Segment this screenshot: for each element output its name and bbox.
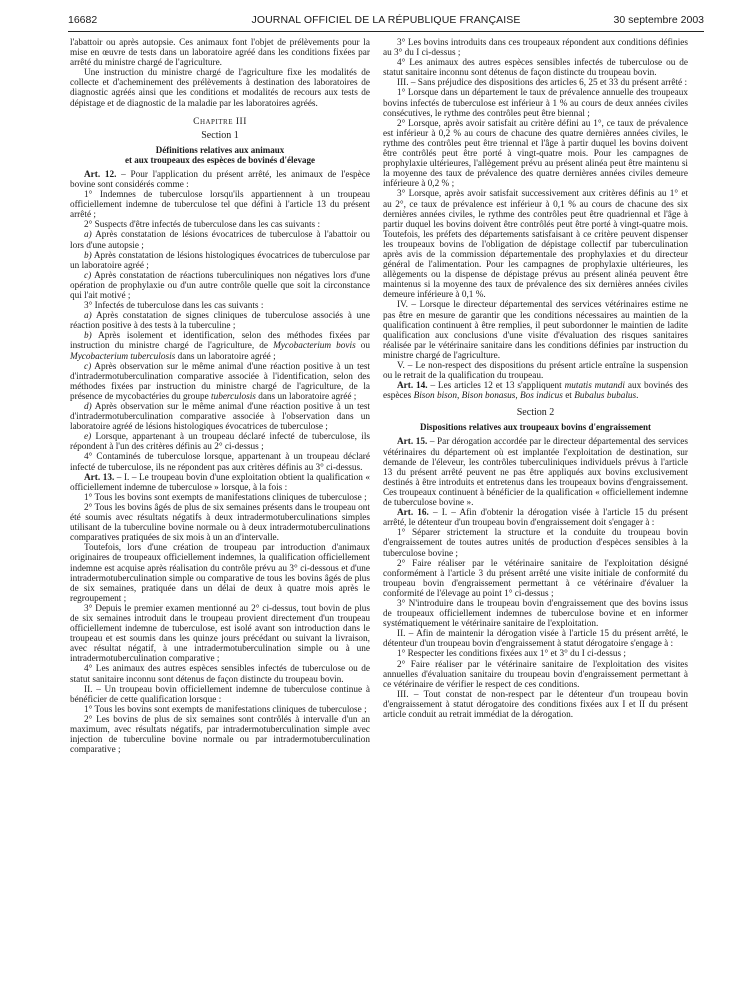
- item-letter: c): [84, 270, 92, 281]
- right-column: [383, 38, 688, 720]
- paragraph: 2° Lorsque, après avoir satisfait au critère défini au 1°, ce taux de prévalence est inférieur à 0,2 % au cours de chacune des quatre dernières années civiles, le rythme des contrôles peut être triennal et l'âge à partir duquel les bovins doivent être contrôlés peut être porté à vingt-quatre mois. Pour les campagnes de prophylaxie ultérieures, l'allègement prévu au présent alinéa peut être maintenu si la moyenne des taux de prévalence des quatre dernières années civiles demeure inférieure à 0,2 % ;: [383, 118, 688, 190]
- item-text: Après constatation de lésions histologiques évocatrices de tuberculose par un laboratoire agréé ;: [70, 250, 370, 271]
- item-text: Après constatation de signes cliniques de tuberculose associés à une réaction positive à des tests à la tuberculine ;: [70, 311, 370, 332]
- article-16: [383, 508, 688, 528]
- heading-line: Dispositions relatives aux troupeaux bovins d'engraissement: [420, 422, 651, 433]
- paragraph: [70, 251, 370, 271]
- paragraph: [70, 311, 370, 331]
- item-text: Après isolement et identification, selon des méthodes fixées par instruction du ministre chargé de l'agriculture, de: [70, 331, 370, 352]
- article-text: et: [562, 391, 575, 402]
- heading-line: et aux troupeaux des espèces de bovinés d'élevage: [124, 154, 316, 165]
- heading-line: Définitions relatives aux animaux: [155, 144, 285, 155]
- paragraph: 2° Faire réaliser par le vétérinaire sanitaire de l'exploitation désigné conformément à l'article 3 du présent arrêté une visite initiale de conformité du troupeau bovin d'engraissement permettant à ce vétérinaire d'évaluer la conformité de l'élevage au point 1° ci-dessus ;: [383, 558, 688, 599]
- header-rule: [68, 31, 704, 32]
- page-header: [68, 14, 704, 30]
- item-text: Après observation sur le même animal d'une réaction positive à un test d'intradermotuberculination comparative associée à l'identification, selon des méthodes fixées par instruction du ministre chargé de l'agriculture, de la présence de mycobactéries du groupe: [70, 361, 370, 402]
- item-text: Après constatation de lésions évocatrices de tuberculose à l'abattoir ou lors d'une autopsie ;: [70, 230, 370, 251]
- paragraph: 2° Suspects d'être infectés de tuberculose dans les cas suivants :: [84, 220, 321, 231]
- paragraph: V. – Le non-respect des dispositions du présent article entraîne la suspension ou le retrait de la qualification du troupeau.: [383, 361, 688, 382]
- species-name: Mycobacterium tuberculosis: [70, 351, 176, 362]
- species-name: Bison bison: [413, 391, 457, 402]
- paragraph: 1° Indemnes de tuberculose lorsqu'ils appartiennent à un troupeau officiellement indemne de tuberculose tel que défini à l'article 13 du présent arrêté ;: [70, 190, 370, 221]
- journal-title: JOURNAL OFFICIEL DE LA RÉPUBLIQUE FRANÇAISE: [251, 14, 521, 26]
- paragraph: 2° Tous les bovins âgés de plus de six semaines présents dans le troupeau ont été soumis avec résultats négatifs à deux intradermotuberculinations simples utilisant de la tuberculine bovine normale ou à deux intradermotuberculinations comparatives pratiquées de six mois à un an d'intervalle.: [70, 502, 370, 544]
- article-text: – I. – Le troupeau bovin d'une exploitation obtient la qualification « officiellement indemne de tuberculose » lorsque, à la fois :: [70, 472, 370, 493]
- paragraph: 1° Tous les bovins sont exempts de manifestations cliniques de tuberculose ;: [84, 492, 367, 503]
- article-text: – Les articles 12 et 13 s'appliquent: [427, 381, 565, 392]
- article-text: – Pour l'application du présent arrêté, les animaux de l'espèce bovine sont considérés comme :: [70, 169, 370, 190]
- item-text: Après observation sur le même animal d'une réaction positive à un test d'intradermotuberculination comparative associée à l'observation dans un laboratoire agréé de lésions histologiques évocatrices de tuberculose ;: [70, 402, 370, 433]
- paragraph: 3° N'introduire dans le troupeau bovin d'engraissement que des bovins issus de troupeaux officiellement indemnes de tuberculose bovine et en informer systématiquement le vétérinaire sanitaire de l'exploitation.: [383, 598, 688, 630]
- paragraph: 1° Lorsque dans un département le taux de prévalence annuelle des troupeaux bovins infectés de tuberculose est inférieur à 1 % au cours de deux années civiles consécutives, le rythme des contrôles peut être biennal ;: [383, 88, 688, 119]
- item-text: Après constatation de réactions tuberculiniques non négatives lors d'une opération de prophylaxie ou d'un autre contrôle quelle que soit la circonstance qui l'ait motivé ;: [70, 270, 370, 301]
- article-13: [70, 473, 370, 493]
- item-text: dans un laboratoire agréé ;: [175, 351, 276, 362]
- paragraph: [70, 331, 370, 361]
- paragraph: 3° Lorsque, après avoir satisfait successivement aux critères définis au 1° et au 2°, ce taux de prévalence est inférieur à 0,1 % au cours de chacune des six dernières années civiles, le rythme des contrôles peut être quadriennal et l'âge à partir duquel les bovins doivent être contrôlés peut être porté à vingt-quatre mois. Toutefois, les préfets des départements satisfaisant à ce critère peuvent dispenser les troupeaux bovins de l'obligation de dépistage collectif par tuberculination après avis de la commission départementale des prophylaxies et du directeur général de l'alimentation. Pour les campagnes de prophylaxie ultérieures, les allègements ou la dispense de dépistage prévus au présent alinéa peuvent être maintenus si la moyenne des taux de prévalence des six dernières années civiles demeure inférieure à 0,1 %.: [383, 189, 688, 301]
- paragraph: Une instruction du ministre chargé de l'agriculture fixe les modalités de collecte et d'acheminement des prélèvements à destination des laboratoires de diagnostic agréés ainsi que les conditions et modalités de recours aux tests de dépistage et de diagnostic de la maladie par les laboratoires agréés.: [70, 68, 370, 109]
- publication-date: 30 septembre 2003: [613, 14, 704, 26]
- species-name: Bison bonasus: [461, 391, 516, 402]
- article-text: .: [636, 391, 639, 402]
- article-text: ,: [515, 391, 520, 402]
- article-14: [383, 381, 688, 401]
- paragraph: [70, 230, 370, 250]
- paragraph: [70, 432, 370, 452]
- paragraph: 4° Contaminés de tuberculose lorsque, appartenant à un troupeau déclaré infecté de tuberculose, ils ne répondent pas aux critères définis au 3° ci-dessus.: [70, 452, 370, 473]
- article-label: Art. 12.: [84, 169, 117, 180]
- paragraph: 4° Les animaux des autres espèces sensibles infectés de tuberculose ou de statut sanitaire inconnu sont détenus de façon distincte du troupeau bovin.: [383, 58, 688, 79]
- item-text: ou: [355, 341, 371, 352]
- item-letter: b): [84, 250, 92, 261]
- chapter-heading: Chapitre III: [193, 116, 247, 127]
- paragraph: IV. – Lorsque le directeur départemental des services vétérinaires estime ne pas être en mesure de garantir que les conditions nécessaires au maintien de la qualification continuent à être remplies, il peut subordonner le maintien de ladite qualification aux conclusions d'une visite d'évaluation des risques sanitaires réalisée par le vétérinaire sanitaire dans les conditions définies par instruction du ministre chargé de l'agriculture.: [383, 300, 688, 361]
- item-letter: a): [84, 230, 92, 241]
- paragraph: II. – Un troupeau bovin officiellement indemne de tuberculose continue à bénéficier de cette qualification lorsque :: [70, 684, 370, 705]
- article-label: Art. 15.: [397, 437, 428, 448]
- article-text: ,: [457, 391, 462, 402]
- item-letter: c): [84, 361, 92, 372]
- paragraph: l'abattoir ou après autopsie. Ces animaux font l'objet de prélèvements pour la mise en œuvre de tests dans un laboratoire agréé dans les conditions fixées par arrêté du ministre chargé de l'agriculture.: [70, 38, 370, 69]
- paragraph: 1° Séparer strictement la structure et la conduite du troupeau bovin d'engraissement de toutes autres unités de production d'espèces sensibles à la tuberculose bovine ;: [383, 528, 688, 559]
- section-heading: Section 1: [201, 129, 239, 141]
- paragraph: 3° Les bovins introduits dans ces troupeaux répondent aux conditions définies au 3° du I ci-dessus ;: [383, 38, 688, 59]
- paragraph: 2° Faire réaliser par le vétérinaire sanitaire de l'exploitation des visites annuelles d'évaluation sanitaire du troupeau bovin d'engraissement permettant à ce vétérinaire de vérifier le respect de ces conditions.: [383, 659, 688, 690]
- item-text: Lorsque, appartenant à un troupeau déclaré infecté de tuberculose, ils répondent à l'un des critères définis au 2° ci-dessus ;: [70, 432, 370, 453]
- item-letter: a): [84, 311, 92, 322]
- paragraph: 1° Respecter les conditions fixées aux 1° et 3° du I ci-dessus ;: [397, 649, 626, 660]
- item-text: dans un laboratoire agréé ;: [255, 391, 357, 402]
- paragraph: III. – Sans préjudice des dispositions des articles 6, 25 et 33 du présent arrêté :: [397, 78, 688, 89]
- article-label: Art. 14.: [397, 381, 428, 392]
- item-letter: d): [84, 402, 92, 412]
- species-name: Bubalus bubalus: [574, 391, 637, 402]
- left-column: [70, 38, 370, 755]
- article-text: – Par dérogation accordée par le directeur départemental des services vétérinaires du département où est implantée l'exploitation de destination, sur demande de l'éleveur, les contrôles tuberculiniques individuels prévus à l'article 13 du présent arrêté peuvent ne pas être appliqués aux bovins exclusivement destinés à être introduits et entretenus dans les troupeaux bovins d'engraissement. Ces troupeaux continuent à bénéficier de la qualification « officiellement indemne de tuberculose bovine ».: [383, 437, 688, 509]
- species-name: Mycobacterium bovis: [273, 341, 356, 352]
- item-letter: e): [84, 432, 92, 443]
- paragraph: 3° Infectés de tuberculose dans les cas suivants :: [84, 301, 264, 312]
- species-name: Bos indicus: [519, 391, 563, 402]
- article-12: [70, 170, 370, 190]
- paragraph: 4° Les animaux des autres espèces sensibles infectés de tuberculose ou de statut sanitaire inconnu sont détenus de façon distincte du troupeau bovin.: [70, 664, 370, 685]
- page-number: 16682: [68, 14, 98, 26]
- paragraph: III. – Tout constat de non-respect par le détenteur d'un troupeau bovin d'engraissement à statut dérogatoire des conditions fixées aux I et II du présent article conduit au retrait immédiat de la dérogation.: [383, 689, 688, 720]
- paragraph: Toutefois, lors d'une création de troupeau par introduction d'animaux originaires de troupeaux officiellement indemnes, la qualification officiellement indemne est acquise après réalisation du contrôle prévu au 3° ci-dessous et d'une intradermotuberculination simple ou comparative de tous les bovins âgés de plus de six semaines, pratiquée dans un délai de deux à quatre mois après le regroupement ;: [70, 543, 370, 604]
- section-heading: Section 2: [516, 407, 555, 419]
- paragraph: 2° Les bovins de plus de six semaines sont contrôlés à intervalle d'un an maximum, avec résultats négatifs, par intradermotuberculination simple avec injection de tuberculine bovine normale ou par intradermotuberculination comparative ;: [70, 714, 370, 756]
- latin-phrase: mutatis mutandi: [564, 381, 625, 392]
- paragraph: [70, 362, 370, 402]
- article-label: Art. 16.: [397, 508, 429, 519]
- article-text: – I. – Afin d'obtenir la dérogation visée à l'article 15 du présent arrêté, le détenteur d'un troupeau bovin d'engraissement doit s'engager à :: [383, 508, 688, 529]
- species-name: tuberculosis: [211, 391, 256, 402]
- paragraph: [70, 271, 370, 301]
- article-15: [383, 437, 688, 508]
- item-letter: b): [84, 331, 92, 342]
- paragraph: II. – Afin de maintenir la dérogation visée à l'article 15 du présent arrêté, le détenteur d'un troupeau bovin d'engraissement à statut dérogatoire s'engage à :: [383, 629, 688, 650]
- article-label: Art. 13.: [84, 472, 115, 483]
- paragraph: 1° Tous les bovins sont exempts de manifestations cliniques de tuberculose ;: [84, 704, 367, 715]
- article-text: aux bovinés des espèces: [383, 381, 688, 402]
- paragraph: 3° Depuis le premier examen mentionné au 2° ci-dessus, tout bovin de plus de six semaines introduit dans le troupeau provient directement d'un troupeau officiellement indemne de tuberculose, est isolé avant son introduction dans le troupeau et est soumis dans les quinze jours précédant ou suivant la livraison, avec résultat négatif, à une intradermotuberculination simple ou à une intradermotuberculination comparative ;: [70, 603, 370, 665]
- paragraph: [70, 402, 370, 432]
